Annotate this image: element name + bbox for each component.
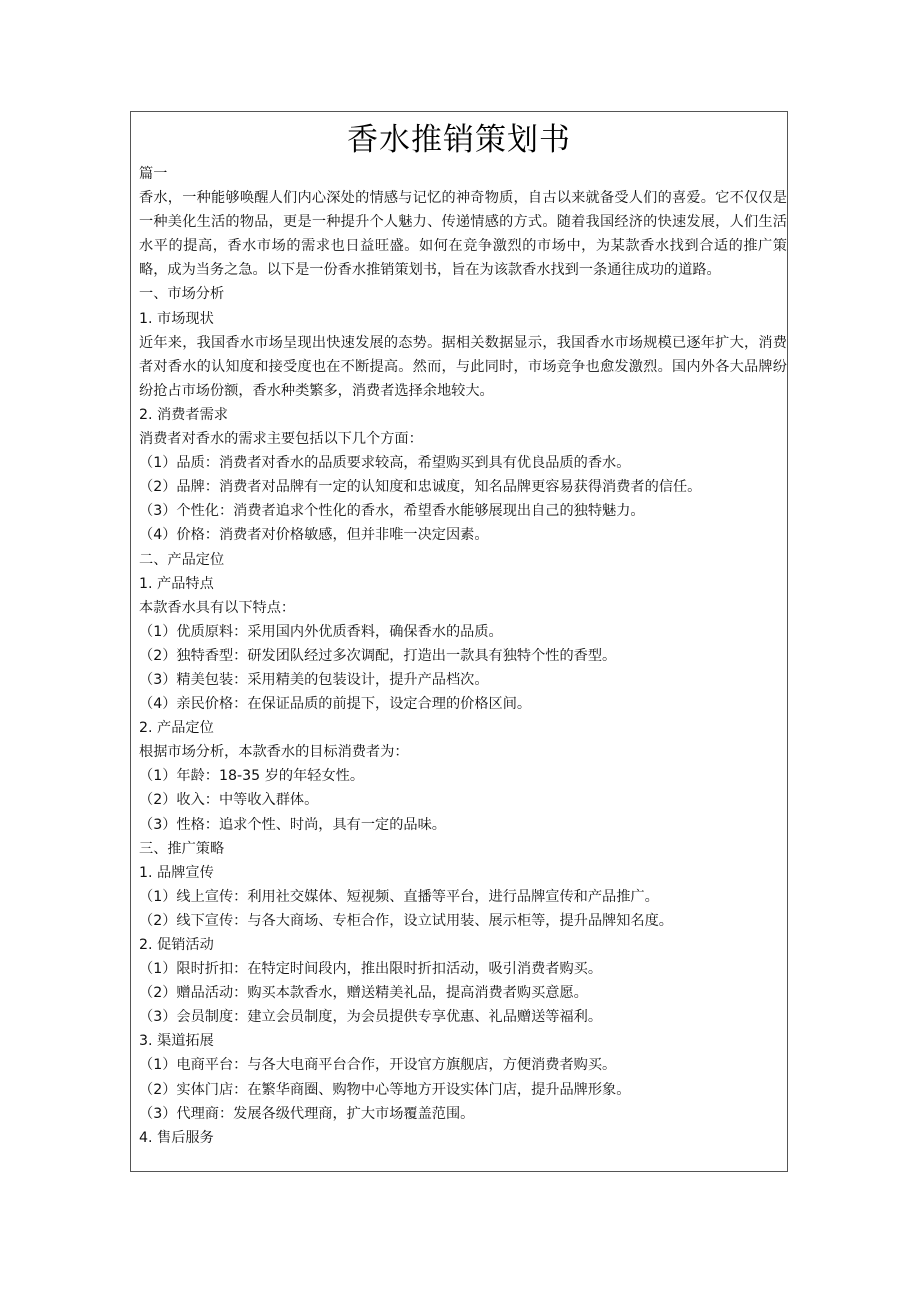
section-heading: 二、产品定位	[139, 551, 225, 568]
list-item: （2）独特香型：研发团队经过多次调配，打造出一款具有独特个性的香型。	[139, 647, 617, 664]
document-body	[139, 162, 787, 1150]
list-item: （3）性格：追求个性、时尚，具有一定的品味。	[139, 816, 446, 833]
list-item: （2）赠品活动：购买本款香水，赠送精美礼品，提高消费者购买意愿。	[139, 985, 588, 1002]
subsection-heading: 1. 市场现状	[139, 310, 214, 327]
list-item: （1）品质：消费者对香水的品质要求较高，希望购买到具有优良品质的香水。	[139, 455, 631, 472]
list-item: （3）精美包装：采用精美的包装设计，提升产品档次。	[139, 671, 489, 688]
list-item: （4）亲民价格：在保证品质的前提下，设定合理的价格区间。	[139, 696, 532, 713]
list-item: （1）电商平台：与各大电商平台合作，开设官方旗舰店，方便消费者购买。	[139, 1057, 617, 1074]
subsection-text: 本款香水具有以下特点：	[139, 599, 296, 616]
list-item: （4）价格：消费者对价格敏感，但并非唯一决定因素。	[139, 527, 489, 544]
list-item: （3）代理商：发展各级代理商，扩大市场覆盖范围。	[139, 1105, 475, 1122]
section-heading: 三、推广策略	[139, 840, 225, 857]
part-label: 篇一	[139, 166, 168, 182]
subsection-heading: 4. 售后服务	[139, 1129, 214, 1146]
list-item: （1）年龄：18-35 岁的年轻女性。	[139, 768, 365, 785]
list-item: （2）品牌：消费者对品牌有一定的认知度和忠诚度，知名品牌更容易获得消费者的信任。	[139, 479, 702, 496]
subsection-heading: 3. 渠道拓展	[139, 1033, 214, 1050]
document-page	[130, 111, 788, 1172]
subsection-text: 近年来，我国香水市场呈现出快速发展的态势。据相关数据显示，我国香水市场规模已逐年扩大，消费者对香水的认知度和接受度也在不断提高。然而，与此同时，市场竞争也愈发激烈。国内外各大品牌纷纷抢占市场份额，香水种类繁多，消费者选择余地较大。	[139, 334, 787, 399]
subsection-heading: 2. 产品定位	[139, 720, 214, 737]
subsection-heading: 2. 消费者需求	[139, 406, 228, 423]
list-item: （1）线上宣传：利用社交媒体、短视频、直播等平台，进行品牌宣传和产品推广。	[139, 888, 659, 905]
subsection-text: 根据市场分析，本款香水的目标消费者为：	[139, 744, 409, 761]
subsection-heading: 1. 产品特点	[139, 575, 214, 592]
list-item: （3）个性化：消费者追求个性化的香水，希望香水能够展现出自己的独特魅力。	[139, 503, 645, 520]
document-title: 香水推销策划书	[347, 122, 571, 158]
list-item: （1）限时折扣：在特定时间段内，推出限时折扣活动，吸引消费者购买。	[139, 961, 603, 978]
list-item: （3）会员制度：建立会员制度，为会员提供专享优惠、礼品赠送等福利。	[139, 1009, 603, 1026]
list-item: （2）线下宣传：与各大商场、专柜合作，设立试用装、展示柜等，提升品牌知名度。	[139, 912, 673, 929]
section-heading: 一、市场分析	[139, 286, 225, 303]
list-item: （2）实体门店：在繁华商圈、购物中心等地方开设实体门店，提升品牌形象。	[139, 1081, 631, 1098]
subsection-text: 消费者对香水的需求主要包括以下几个方面：	[139, 431, 423, 448]
subsection-heading: 1. 品牌宣传	[139, 864, 214, 881]
subsection-heading: 2. 促销活动	[139, 937, 214, 953]
intro-paragraph: 香水，一种能够唤醒人们内心深处的情感与记忆的神奇物质，自古以来就备受人们的喜爱。它不仅仅是一种美化生活的物品，更是一种提升个人魅力、传递情感的方式。随着我国经济的快速发展，人们生活水平的提高，香水市场的需求也日益旺盛。如何在竞争激烈的市场中，为某款香水找到合适的推广策略，成为当务之急。以下是一份香水推销策划书，旨在为该款香水找到一条通往成功的道路。	[139, 190, 787, 279]
list-item: （1）优质原料：采用国内外优质香料，确保香水的品质。	[139, 623, 503, 640]
list-item: （2）收入：中等收入群体。	[139, 792, 319, 809]
